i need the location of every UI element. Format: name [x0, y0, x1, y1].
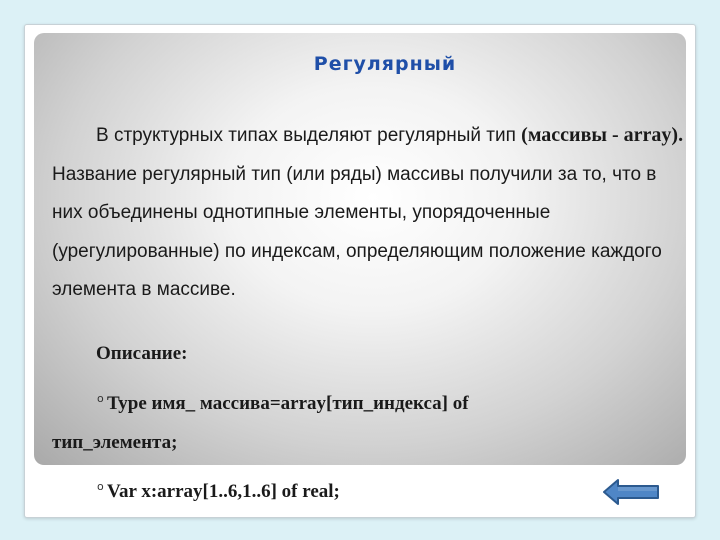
syntax-line-2: тип_элемента; — [52, 432, 178, 453]
description-label: Описание: — [96, 343, 188, 364]
slide-title: Регулярный — [313, 53, 457, 75]
paragraph-text-start: В структурных типах выделяют регулярный тип — [96, 125, 522, 146]
paragraph-text-rest: Название регулярный тип (или ряды) массивы получили за то, что в них объединены однотипные элементы, упорядоченные (урегулированные) по индексам, определяющим положение каждого элемента в массиве. — [52, 163, 662, 300]
bullet-icon: o — [97, 480, 104, 493]
syntax-line-1: Type имя_ массива=array[тип_индекса] of — [107, 393, 469, 414]
bullet-icon: o — [97, 392, 104, 405]
back-arrow-icon — [602, 478, 660, 506]
paragraph-bold-term: (массивы - array). — [521, 124, 684, 146]
example-code: Var x:array[1..6,1..6] of real; — [107, 481, 340, 502]
back-button[interactable] — [602, 478, 660, 506]
intro-paragraph — [52, 116, 692, 310]
